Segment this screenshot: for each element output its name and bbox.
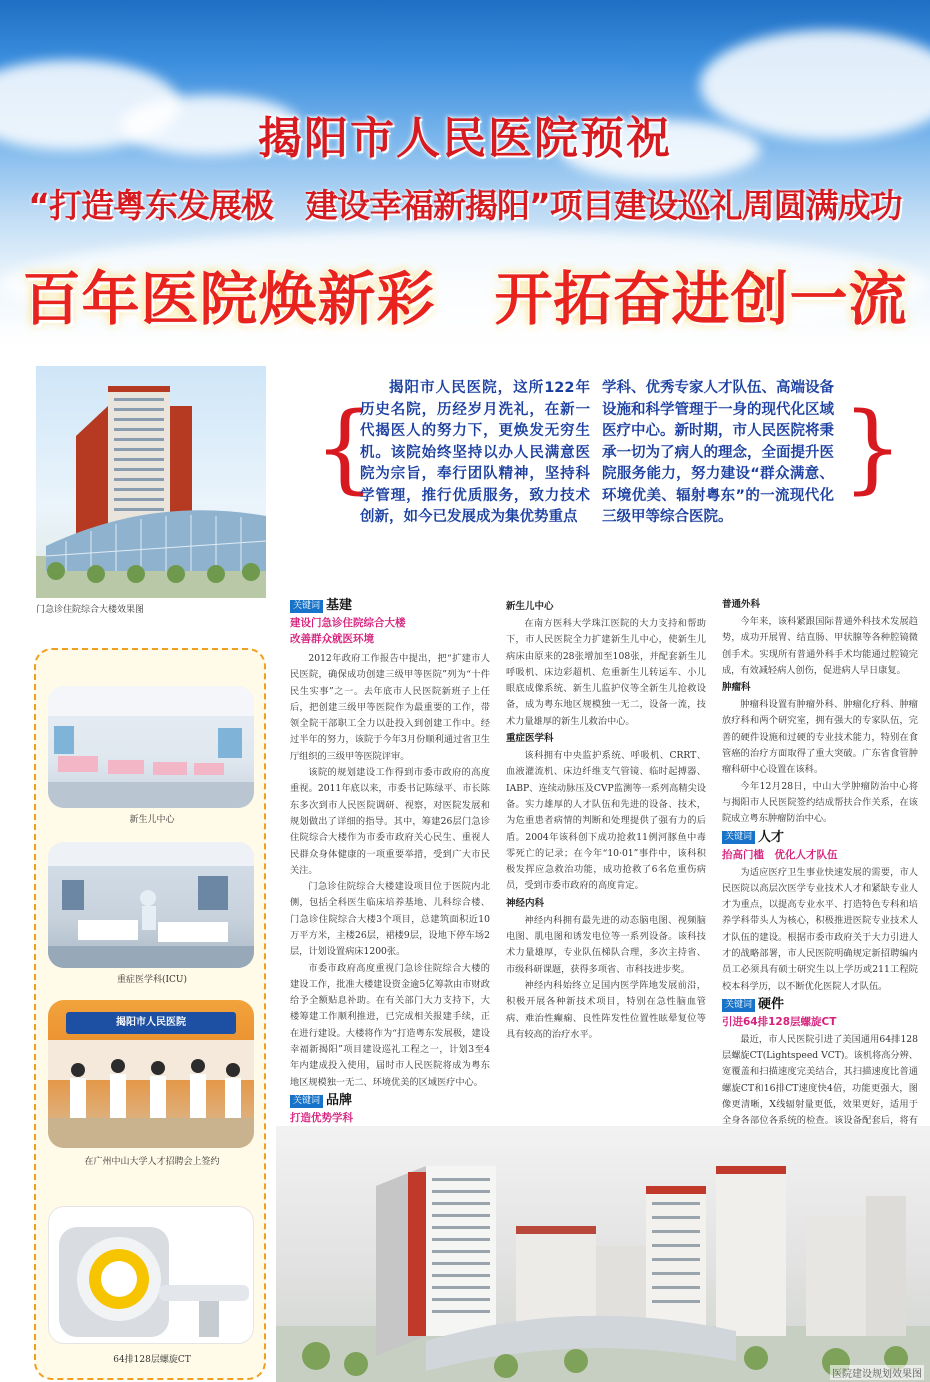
title-line1: 揭阳市人民医院预祝 [258,113,672,164]
subtitle: 抬高门槛 优化人才队伍 [722,848,838,861]
photo-caption-recruitment: 在广州中山大学人才招聘会上签约 [84,1157,220,1167]
title-line3: 百年医院焕新彩 开拓奋进创一流 [22,265,908,333]
photo-recruitment [48,1000,254,1148]
keyword-title-hardware: 硬件 [758,996,785,1012]
article-column-3 [722,596,918,1146]
keyword-tag: 关键词 [290,1095,323,1108]
paragraph: 最近，市人民医院引进了美国通用64排128层螺旋CT(Lightspeed VCT)。该机将高分辨、宽覆盖和扫描速度完美结合，其扫描速度比普通螺旋CT和16排CT速度快4倍，功能更强大，图像更清晰，X线辐射量更低，效果更好，适用于全身各部位各系统的检查。该设备配套后，将有 [722,1033,918,1127]
hero-building-photo [36,366,266,598]
paragraph: 该科拥有中央监护系统、呼吸机、CRRT、血液灌流机、床边纤维支气管镜、临时起搏器、IABP、连续动脉压及CVP监测等一系列高精尖设备。实力雄厚的人才队伍和先进的设备、技术，为危重患者病情的判断和处理提供了强有力的后盾。2004年该科创下成功抢救11例河豚鱼中毒零死亡的记录；在今年“10·01”事件中，该科积极发挥应急救治功能，成功抢救了6名危重伤病员，受到市委市政府的高度肯定。 [506,750,706,892]
keyword-tag: 关键词 [290,600,323,613]
campus-rendering [276,1126,930,1382]
subtitle: 打造优势学科 [290,1111,353,1124]
keyword-title-construction: 基建 [326,598,353,613]
intro-text-col1: 揭阳市人民医院，这所122年历史名院，历经岁月洗礼，在新一代揭医人的努力下，更焕发无穷生机。该院始终坚持以办人民满意医院为宗旨，奉行团队精神，坚持科学管理，推行优质服务，致力技术创新，如今已发展成为集优势重点 [360,380,590,525]
paragraph: 神经内科拥有最先进的动态脑电图、视频脑电图、肌电图和诱发电位等一系列设备。该科技术力量雄厚，专业队伍梯队合理，多次主持省、市级科研课题，获得多项省、市科技进步奖。 [506,914,706,975]
article-column-2 [506,598,706,1043]
recruitment-illustration [48,1000,254,1148]
section-heading-neonatal: 新生儿中心 [506,601,554,612]
booth-banner: 揭阳市人民医院 [66,1012,236,1034]
paragraph: 2012年政府工作报告中提出，把“扩建市人民医院，确保成功创建三级甲等医院”列为“十件民生实事”之一。去年底市人民医院新班子上任后，把创建三级甲等医院作为最重要的工作，带领全院干部职工全力以赴投入到创建工作中。经过半年的努力，该院于今年3月份顺利通过省卫生厅组织的三级甲等医院评审。 [290,652,490,762]
icu-illustration [48,842,254,968]
paragraph: 门急诊住院综合大楼建设项目位于医院内北侧，包括全科医生临床培养基地、儿科综合楼、门急诊住院综合大楼3个项目，总建筑面积近10万平方米，主楼26层，裙楼9层，设地下停车场2层，计划设置病床1200张。 [290,881,490,958]
paragraph: 今年12月28日，中山大学肿瘤防治中心将与揭阳市人民医院签约结成帮扶合作关系，在该院成立粤东肿瘤防治中心。 [722,780,918,825]
intro-text-col2: 学科、优秀专家人才队伍、高端设备设施和科学管理于一身的现代化区域医疗中心。新时期，市人民医院将秉承一切为了病人的理念，全面提升医院服务能力，努力建设“群众满意、环境优美、辐射粤东”的一流现代化三级甲等综合医院。 [602,380,834,525]
section-heading-surgery: 普通外科 [722,599,761,610]
section-heading-oncology: 肿瘤科 [722,682,751,694]
neonatal-ward-illustration [48,686,254,808]
section-heading-icu: 重症医学科 [506,733,554,745]
paragraph: 今年来，该科紧跟国际普通外科技术发展趋势，成功开展胃、结直肠、甲状腺等各种腔镜微创手术。实现所有普通外科手术均能通过腔镜完成，有效减轻病人创伤，促进病人早日康复。 [722,616,918,676]
photo-caption-ct: 64排128层螺旋CT [113,1355,191,1365]
subtitle: 引进64排128层螺旋CT [722,1015,837,1028]
paragraph: 在南方医科大学珠江医院的大力支持和帮助下，市人民医院全力扩建新生儿中心，使新生儿病床由原来的28张增加至108张，并配套新生儿呼吸机、床边彩超机、危重新生儿转运车、小儿眼底成像系统、新生儿监护仪等全新生儿抢救设备，成为粤东地区规模独一无二，设备一流，技术力量雄厚的新生儿救治中心。 [506,618,706,727]
photo-ct [48,1206,254,1344]
paragraph: 该院的规划建设工作得到市委市政府的高度重视。2011年底以来，市委书记陈绿平、市长陈东多次到市人民医院调研、视察，对医院发展和规划做出了详细的指导。其中，筹建26层门急诊住院综合大楼作为市委市政府关心民生、重视人民群众身体健康的一项重要举措，受到广大市民关注。 [290,767,490,876]
photo-caption-icu: 重症医学科(ICU) [116,975,188,985]
render-caption: 医院建设规划效果图 [830,1365,924,1380]
photo-caption-neonatal: 新生儿中心 [129,815,175,825]
left-brace: { [314,392,376,504]
subtitle: 建设门急诊住院综合大楼 [290,616,406,629]
campus-illustration [276,1126,930,1382]
building-illustration [36,366,266,598]
paragraph: 肿瘤科设置有肿瘤外科、肿瘤化疗科、肿瘤放疗科和两个研究室，拥有强大的专家队伍，完善的硬件设施和过硬的专业技术能力，特别在食管癌的治疗方面取得了重大突破。广东省食管肿瘤科研中心设置在该科。 [722,699,918,776]
paragraph: 为适应医疗卫生事业快速发展的需要，市人民医院以高层次医学专业技术人才和紧缺专业人才为重点，以提高专业水平、打造特色专科和培养学科带头人为核心，积极推进医院专业技术人才队伍的建设。根据市委市政府关于大力引进人才的战略部署，市人民医院明确规定新招聘编内员工必须具有硕士研究生以上学历或211工程院校本科学历，以不断优化医院人才队伍。 [722,866,918,992]
hero-photo-caption: 门急诊住院综合大楼效果图 [36,605,145,615]
intro-block [300,378,904,548]
ct-scanner-illustration [49,1207,254,1344]
photo-icu [48,842,254,968]
keyword-title-brand: 品牌 [326,1092,353,1108]
photo-neonatal [48,686,254,808]
keyword-title-talent: 人才 [758,829,785,845]
title-line2: “打造粤东发展极 建设幸福新揭阳”项目建设巡礼周圆满成功 [28,186,902,225]
photo-panel [34,648,266,1380]
paragraph: 神经内科始终立足国内医学阵地发展前沿，积极开展各种新技术项目，特别在急性脑血管病、难治性癫痫、良性阵发性位置性眩晕复位等具有较高的治疗水平。 [506,979,706,1040]
paragraph: 市委市政府高度重视门急诊住院综合大楼的建设工作，批准大楼建设资金逾5亿筹款由市财政给予全额贴息补助。在有关部门大力支持下，大楼筹建工作顺利推进，已完成相关报建手续，正在进行建设。大楼将作为“打造粤东发展极，建设幸福新揭阳”项目建设巡礼工程之一，计划3至4年内建成投入使用，届时市人民医院将成为粤东地区规模独一无二、环境优美的区域医疗中心。 [290,962,490,1088]
right-brace: } [842,392,904,504]
keyword-tag: 关键词 [722,999,755,1012]
keyword-tag: 关键词 [722,831,755,844]
subtitle: 改善群众就医环境 [290,632,374,645]
section-heading-neurology: 神经内科 [506,897,545,909]
